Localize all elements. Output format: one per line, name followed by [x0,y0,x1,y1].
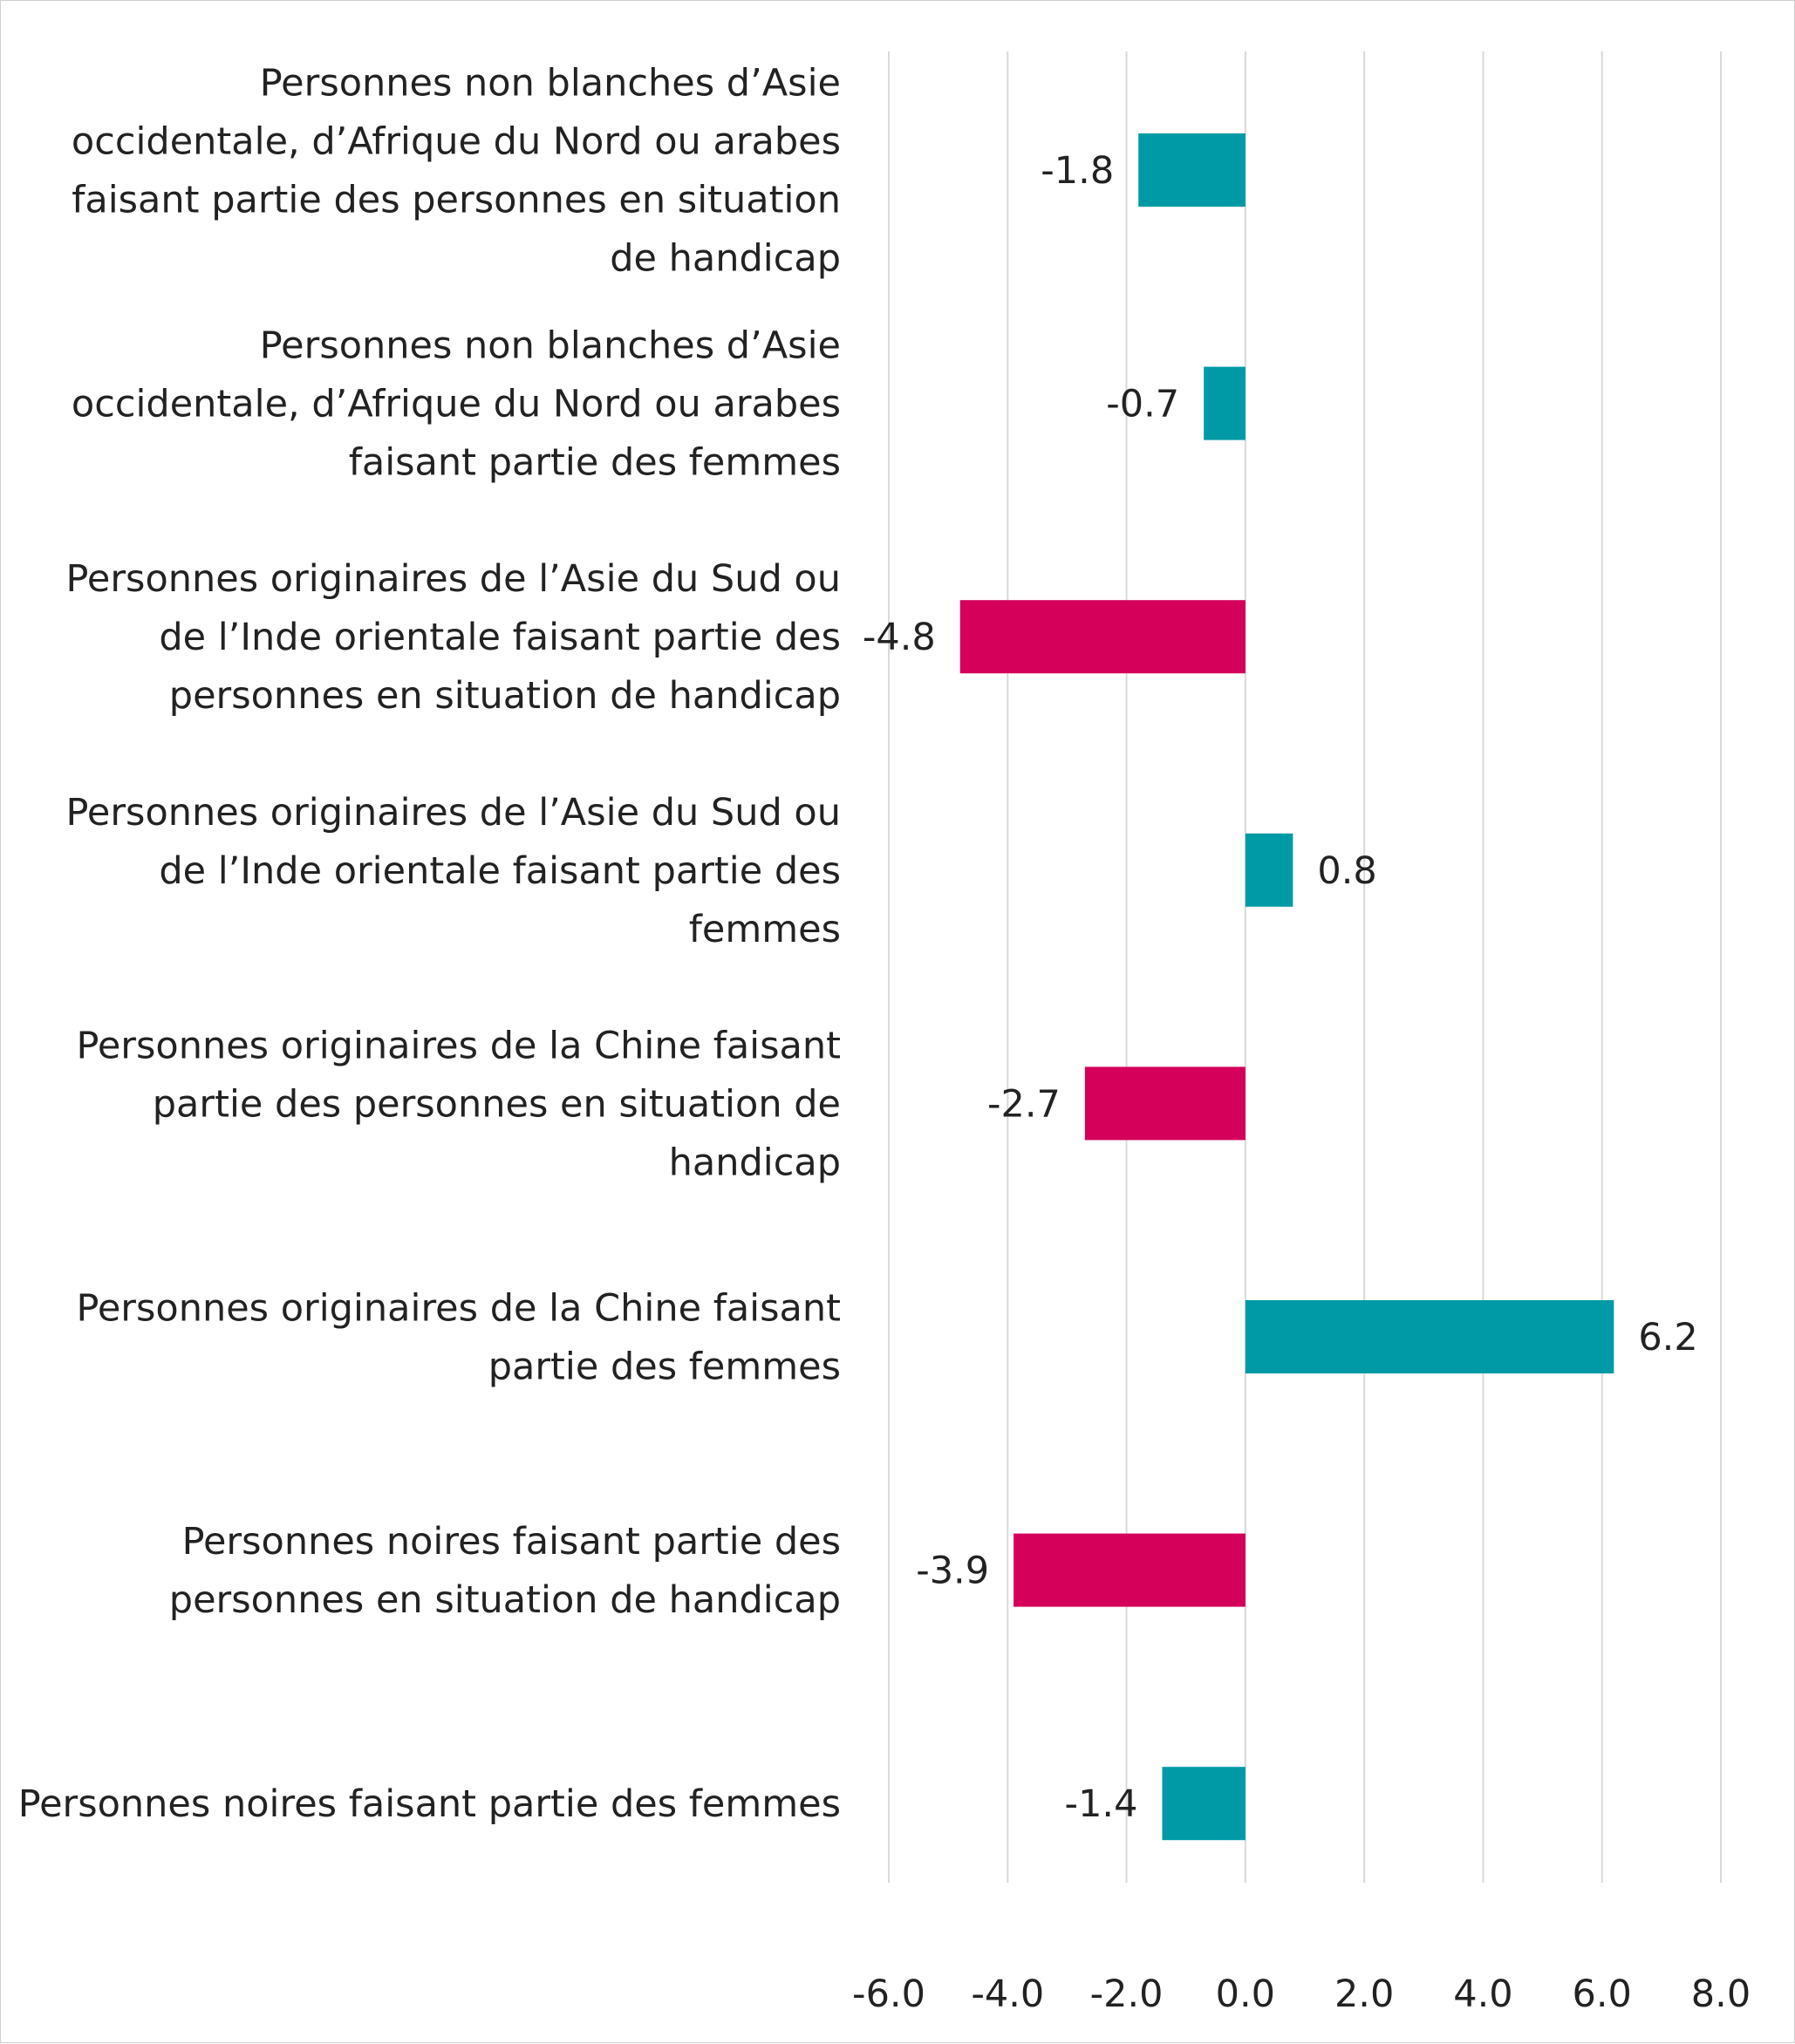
category-label-line: femmes [688,907,841,951]
category-label-line: personnes en situation de handicap [168,1578,841,1623]
category-label [18,1782,841,1826]
category-label-line: personnes en situation de handicap [168,674,841,719]
bar [1162,1767,1245,1840]
x-tick-label: 0.0 [1215,1972,1276,2016]
category-label-line: faisant partie des femmes [348,440,841,485]
category-label-line: Personnes non blanches d’Asie [259,61,841,106]
value-label: -1.4 [1064,1782,1138,1827]
value-label: -3.9 [916,1549,990,1593]
value-label: -1.8 [1041,149,1115,193]
category-label-line: Personnes non blanches d’Asie [259,324,841,368]
value-label: -4.8 [862,616,936,660]
category-label-line: handicap [668,1141,841,1185]
bar [1085,1066,1246,1140]
value-label: -0.7 [1106,382,1180,426]
value-label: -2.7 [986,1082,1061,1127]
x-tick-label: 2.0 [1334,1972,1395,2016]
category-label-line: occidentale, d’Afrique du Nord ou arabes [71,119,841,164]
category-label-line: Personnes originaires de la Chine faisant [76,1024,841,1068]
bar [1204,367,1246,440]
category-label-line: faisant partie des personnes en situation [72,178,841,222]
category-label-line: Personnes originaires de l’Asie du Sud ou [65,557,841,602]
bar [1246,834,1293,907]
category-label-line: partie des personnes en situation de [152,1082,841,1127]
x-tick-label: 8.0 [1690,1972,1751,2016]
value-label: 0.8 [1317,848,1377,893]
category-label-line: occidentale, d’Afrique du Nord ou arabes [71,382,841,426]
category-label-line: de l’Inde orientale faisant partie des [159,616,841,660]
x-tick-label: -2.0 [1089,1972,1164,2016]
category-label [169,1520,841,1622]
bar [960,600,1246,673]
x-tick-label: 6.0 [1572,1972,1632,2016]
category-label [76,1287,841,1389]
bar [1246,1300,1614,1373]
x-tick-label: -4.0 [971,1972,1045,2016]
category-label [72,324,841,485]
category-label-line: de l’Inde orientale faisant partie des [159,848,841,893]
value-label: 6.2 [1638,1316,1698,1359]
category-label [72,62,841,281]
category-label [66,557,841,718]
category-label-line: Personnes originaires de l’Asie du Sud ou [65,790,841,835]
category-label-line: de handicap [610,236,841,281]
bar-chart [1,1,1795,2044]
category-label-line: Personnes noires faisant partie des femmes [17,1782,841,1827]
category-label-line: Personnes originaires de la Chine faisant [76,1286,841,1331]
category-label [66,791,841,951]
bar [1138,133,1246,207]
x-tick-label: 4.0 [1453,1972,1513,2016]
category-label [76,1024,841,1184]
bar [1014,1534,1246,1607]
category-label-line: partie des femmes [488,1345,841,1389]
x-tick-label: -6.0 [852,1972,925,2016]
category-label-line: Personnes noires faisant partie des [181,1520,841,1564]
